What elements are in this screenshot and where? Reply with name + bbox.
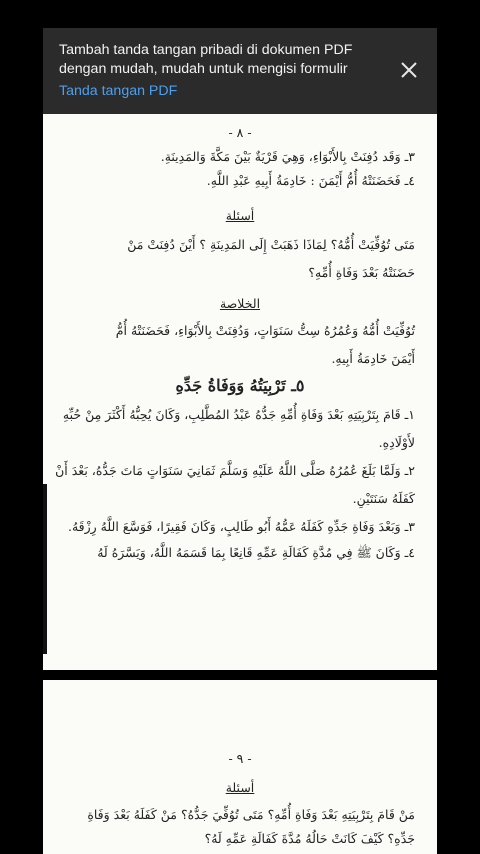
questions-heading: أسئلة xyxy=(225,208,255,223)
page-number: - ٩ - xyxy=(228,751,252,766)
text-line: لأَوْلَادِهِ. xyxy=(378,435,415,450)
text-line: ٤ـ فَحَضَنَتْهُ أُمُّ أَيْمَنَ : خَادِمَةُ أَبِيهِ عَبْدِ اللَّهِ. xyxy=(206,173,415,188)
text-line: حَضَنَتْهُ بَعْدَ وَفَاةِ أُمِّهِ؟ xyxy=(308,265,415,280)
text-line: ٤ـ وَكَانَ ﷺ فِي مُدَّةِ كَفَالَةِ عَمِّهِ قَانِعًا بِمَا قَسَمَهُ اللَّهُ، وَيَسَّرَهُ لَهُ xyxy=(97,545,415,560)
summary-heading: الخلاصة xyxy=(219,296,261,311)
text-line: مَتَى تُوُفِّيَتْ أُمُّهُ؟ لِمَاذَا ذَهَبَتْ إِلَى المَدِينَةِ ؟ أَيْنَ دُفِنَتْ مَنْ xyxy=(127,237,415,252)
document-page-9[interactable] xyxy=(43,680,437,854)
close-icon[interactable] xyxy=(399,60,419,80)
text-line: كَفَلَهُ سَنَتَيْنِ. xyxy=(352,491,415,506)
text-line: تُوُفِّيَتْ أُمُّهُ وَعُمُرُهُ سِتُّ سَنَوَاتٍ، وَدُفِنَتْ بِالأَبْوَاءِ، فَحَضَنَتْهُ أُمُّ xyxy=(115,323,415,338)
pdf-signature-link[interactable]: Tanda tangan PDF xyxy=(59,83,178,99)
section-heading: ٥ـ تَرْبِيَتُهُ وَوَفَاةُ جَدِّهِ xyxy=(175,376,305,395)
text-line: مَنْ قَامَ بِتَرْبِيَتِهِ بَعْدَ وَفَاةِ أُمِّهِ؟ مَتَى تُوُفِّيَ جَدُّهُ؟ مَنْ كَفَلَهُ بَعْدَ وَفَاةِ xyxy=(87,807,415,822)
page-number: - ٨ - xyxy=(228,125,252,140)
questions-heading: أسئلة xyxy=(225,780,255,795)
text-line: ٣ـ وَقَد دُفِنَتْ بِالأَبْوَاءِ، وَهِيَ قَرْيَةٌ بَيْنَ مَكَّةَ وَالمَدِينَةِ. xyxy=(160,149,415,164)
text-line: أَيْمَنَ خَادِمَةُ أَبِيهِ. xyxy=(331,351,415,366)
text-line: ٢ـ وَلَمَّا بَلَغَ عُمُرُهُ صَلَّى اللَّهُ عَلَيْهِ وَسَلَّمَ ثَمَانِيَ سَنَوَاتٍ مَاتَ جَدُّهُ، بَعْدَ أَنْ xyxy=(55,463,415,478)
pdf-signature-banner xyxy=(43,28,437,114)
document-page-8[interactable] xyxy=(43,114,437,670)
text-line: ٣ـ وَبَعْدَ وَفَاةِ جَدِّهِ كَفَلَهُ عَمُّهُ أَبُو طَالِبٍ، وَكَانَ فَقِيرًا، فَوَسَّعَ اللَّهُ رِزْقَهُ. xyxy=(67,519,415,534)
banner-message: Tambah tanda tangan pribadi di dokumen PDF dengan mudah, mudah untuk mengisi formulir xyxy=(59,42,353,77)
text-line: ١ـ قَامَ بِتَرْبِيَتِهِ بَعْدَ وَفَاةِ أُمِّهِ جَدُّهُ عَبْدُ المُطَّلِبِ، وَكَانَ يُحِبُّهُ أَكْثَرَ مِنْ حُبِّهِ xyxy=(62,407,415,422)
text-line: جَدِّهِ؟ كَيْفَ كَانَتْ حَالُهُ مُدَّةَ كَفَالَةِ عَمِّهِ لَهُ؟ xyxy=(204,831,415,846)
scan-edge-mark xyxy=(43,484,47,654)
